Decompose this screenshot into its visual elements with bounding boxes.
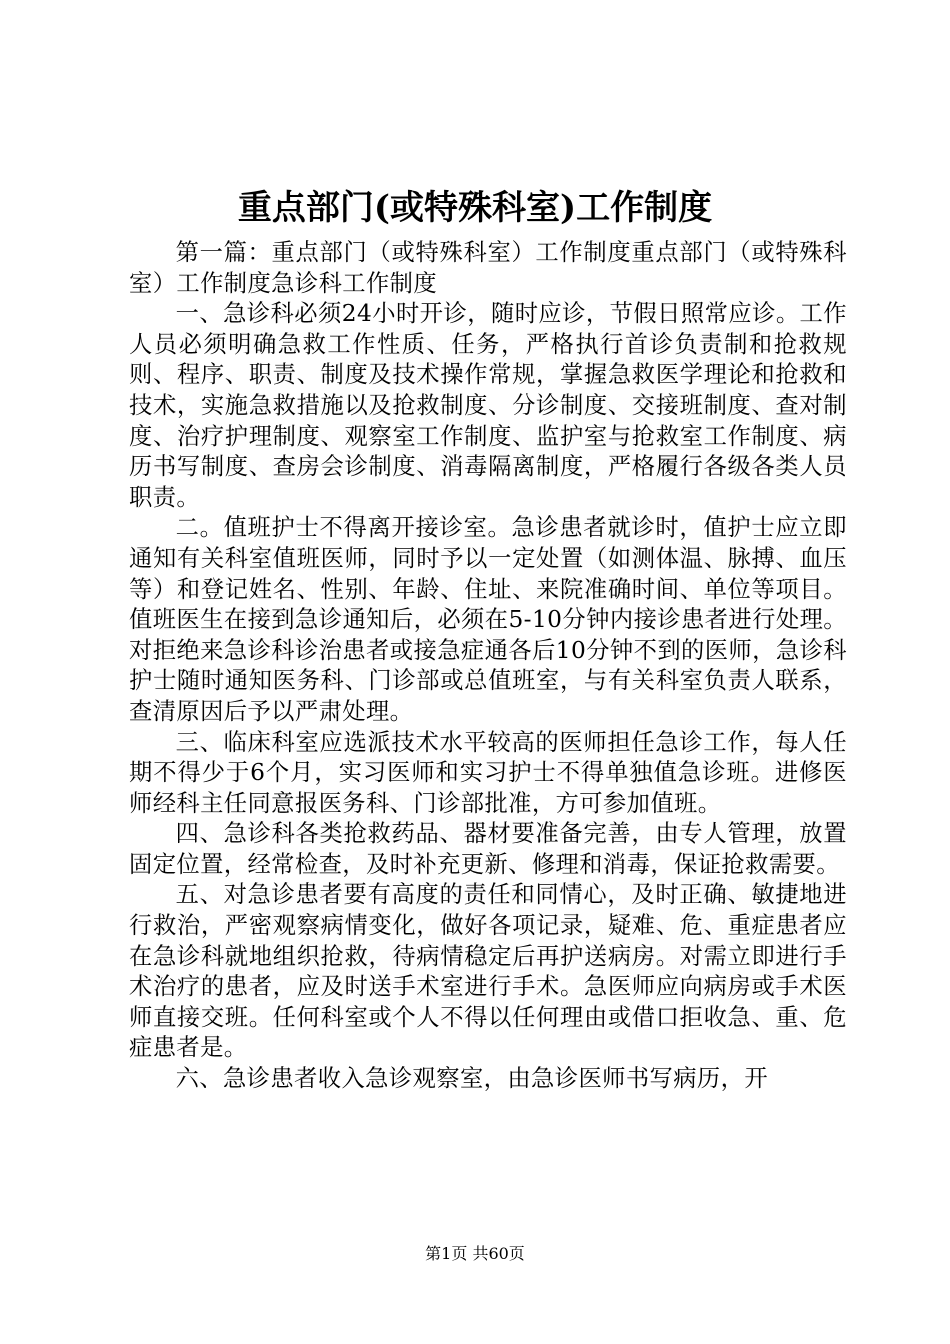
paragraph-6: 六、急诊患者收入急诊观察室，由急诊医师书写病历，开 [175,1065,769,1093]
paragraph-2: 二。值班护士不得离开接诊室。急诊患者就诊时，值护士应立即通知有关科室值班医师，同时予以一定处置（如测体温、脉搏、血压等）和登记姓名、性别、年龄、住址、来院准确时间、单位等项目。值班医生在接到急诊通知后，必须在5-10分钟内接诊患者进行处理。对拒绝来急诊科诊治患者或接急症通各后10分钟不到的医师，急诊科护士随时通知医务科、门诊部或总值班室，与有关科室负责人联系，查清原因后予以严肃处理。 [129,514,847,725]
paragraph-3: 三、临床科室应选派技术水平较高的医师担任急诊工作，每人任期不得少于6个月，实习医师和实习护士不得单独值急诊班。进修医师经科主任同意报医务科、门诊部批准，方可参加值班。 [129,728,847,817]
document-body [129,238,847,1095]
paragraph-1: 一、急诊科必须24小时开诊，随时应诊，节假日照常应诊。工作人员必须明确急救工作性质、任务，严格执行首诊负责制和抢救规则、程序、职责、制度及技术操作常规，掌握急救医学理论和抢救和技术，实施急救措施以及抢救制度、分诊制度、交接班制度、查对制度、治疗护理制度、观察室工作制度、监护室与抢救室工作制度、病历书写制度、查房会诊制度、消毒隔离制度，严格履行各级各类人员职责。 [129,300,847,511]
paragraph-5: 五、对急诊患者要有高度的责任和同情心，及时正确、敏捷地进行救治，严密观察病情变化，做好各项记录，疑难、危、重症患者应在急诊科就地组织抢救，待病情稳定后再护送病房。对需立即进行手术治疗的患者，应及时送手术室进行手术。急医师应向病房或手术医师直接交班。任何科室或个人不得以任何理由或借口拒收急、重、危症患者是。 [129,881,847,1062]
paragraph-4: 四、急诊科各类抢救药品、器材要准备完善，由专人管理，放置固定位置，经常检查，及时补充更新、修理和消毒，保证抢救需要。 [129,820,847,878]
page-number-footer: 第1页 共60页 [425,1244,525,1263]
paragraph-intro: 第一篇：重点部门（或特殊科室）工作制度重点部门（或特殊科室）工作制度急诊科工作制度 [129,239,847,297]
document-title: 重点部门(或特殊科室)工作制度 [237,188,713,228]
